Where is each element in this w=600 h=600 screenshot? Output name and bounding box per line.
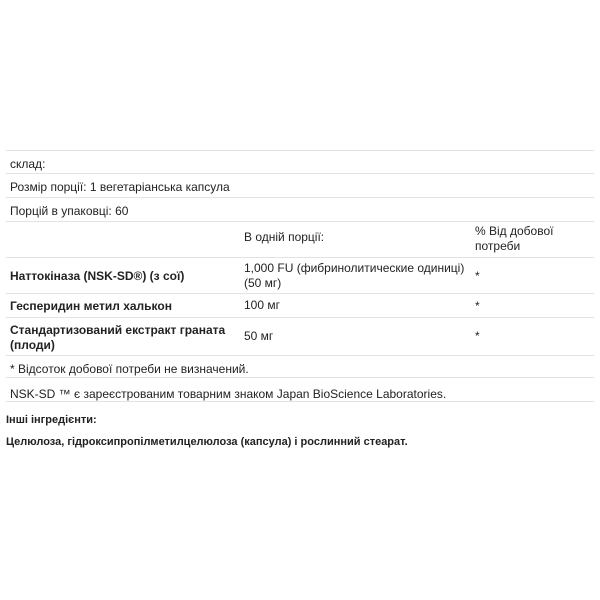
ingredient-dv: * <box>475 269 480 283</box>
ingredient-dv: * <box>475 329 480 343</box>
daily-value-header: % Від добової потреби <box>475 224 554 253</box>
ingredient-name: Наттокіназа (NSK-SD®) (з сої) <box>10 269 185 283</box>
ingredient-amount: 50 мг <box>244 329 274 343</box>
amount-header: В одній порції: <box>244 230 325 244</box>
other-ingredients-title: Інші інгредієнти: <box>6 414 97 426</box>
footnote: * Відсоток добової потреби не визначений. <box>6 355 594 377</box>
divider <box>6 401 594 402</box>
ingredient-amount: 100 мг <box>244 298 280 312</box>
composition-label: склад: <box>6 150 594 173</box>
ingredient-name: Гесперидин метил халькон <box>10 299 172 313</box>
ingredient-name: Стандартизований екстракт граната (плоди) <box>10 323 226 352</box>
servings-per-container: Порцій в упаковці: 60 <box>6 197 594 221</box>
other-ingredients-text: Целюлоза, гідроксипропілметилцелюлоза (капсула) і рослинний стеарат. <box>6 436 408 448</box>
table-header <box>6 221 594 257</box>
table-row <box>6 317 594 355</box>
ingredient-amount: 1,000 FU (фибринолитические одиниці) (50 мг) <box>244 261 465 290</box>
supplement-facts <box>6 150 594 402</box>
serving-size: Розмір порції: 1 вегетаріанська капсула <box>6 173 594 197</box>
trademark-note: NSK-SD ™ є зареєстрованим товарним знаком Japan BioScience Laboratories. <box>6 377 594 401</box>
table-row <box>6 293 594 317</box>
table-row <box>6 257 594 293</box>
ingredient-dv: * <box>475 299 480 313</box>
